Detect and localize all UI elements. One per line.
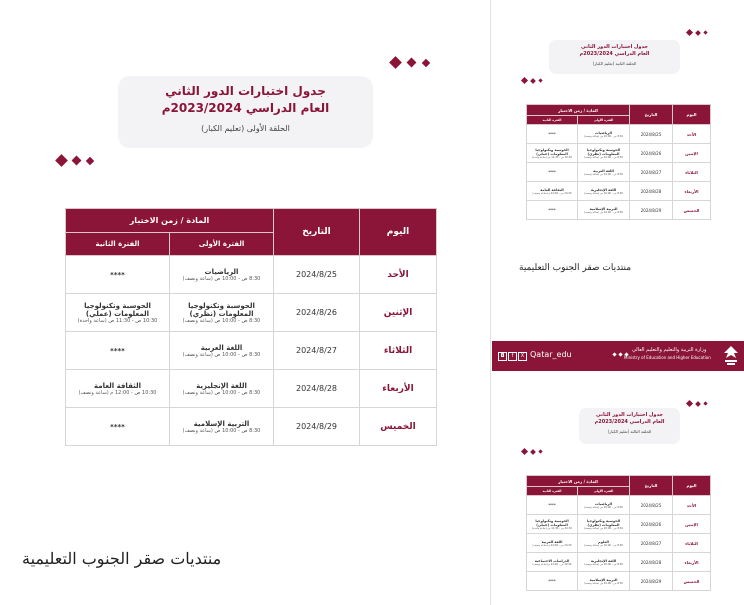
exam-time: 8:30 ص - 10:00 ص (ساعة ونصف) (584, 505, 623, 509)
date-cell: 2024/8/26 (630, 144, 673, 163)
period2-cell (527, 201, 578, 220)
header-period1: الفترة الأولى (578, 116, 630, 125)
period1-cell (578, 163, 630, 182)
period1-cell (170, 332, 274, 370)
day-cell: الأربعاء (360, 370, 437, 408)
day-cell: الثلاثاء (673, 163, 711, 182)
subject-name: **** (548, 132, 556, 136)
day-cell: الأحد (673, 125, 711, 144)
period1-cell (578, 515, 630, 534)
header-period1: الفترة الأولى (170, 233, 274, 256)
decor-diamonds (687, 30, 707, 35)
decor-diamonds (391, 58, 429, 67)
decor-diamonds (57, 156, 93, 165)
header-subject-time: المادة / زمن الاختبار (66, 209, 274, 233)
date-cell: 2024/8/27 (630, 163, 673, 182)
table-row (527, 201, 711, 220)
subject-name: الحوسبة وتكنولوجيا المعلومات (نظري) (586, 518, 621, 527)
date-cell: 2024/8/26 (630, 515, 673, 534)
subject-name: التربية الإسلامية (589, 206, 618, 211)
period1-cell (170, 370, 274, 408)
subject-name: الرياضيات (595, 501, 612, 506)
subject-name: الرياضيات (595, 130, 612, 135)
x-twitter-icon[interactable]: X (518, 352, 527, 361)
date-cell: 2024/8/29 (630, 572, 673, 591)
subject-name: اللغة العربية (541, 539, 563, 544)
ministry-banner (492, 341, 744, 371)
header-period2: الفترة الثانية (527, 116, 578, 125)
thumb-top-table (526, 104, 711, 220)
exam-time: 8:30 ص - 10:00 ص (ساعة ونصف) (182, 389, 261, 396)
exam-time: 8:30 ص - 10:00 ص (ساعة ونصف) (584, 543, 623, 547)
period2-cell (66, 332, 170, 370)
subject-name: التربية الإسلامية (193, 419, 250, 428)
table-row (66, 256, 437, 294)
table-row (527, 572, 711, 591)
period1-cell (578, 572, 630, 591)
forum-signature: منتديات صقر الجنوب التعليمية (22, 549, 222, 568)
period2-cell (527, 496, 578, 515)
decor-diamonds (522, 78, 542, 83)
subject-name: الحوسبة وتكنولوجيا المعلومات (نظري) (188, 301, 255, 318)
subject-name: اللغة الإنجليزية (590, 187, 617, 192)
subject-name: العلوم (598, 539, 609, 544)
date-cell: 2024/8/25 (630, 496, 673, 515)
period2-cell (66, 294, 170, 332)
day-cell: الأحد (673, 496, 711, 515)
day-cell: الخميس (673, 201, 711, 220)
social-handle[interactable]: Qatar_edu (530, 350, 572, 359)
subject-name: **** (110, 270, 125, 279)
table-row (527, 163, 711, 182)
subject-name: **** (548, 579, 556, 583)
subject-name: التربية الإسلامية (589, 577, 618, 582)
thumb-bottom-title-line1: جدول اختبارات الدور الثاني (596, 412, 663, 418)
header-subject-time: المادة / زمن الاختبار (527, 105, 630, 116)
period1-cell (170, 408, 274, 446)
thumb-top-title-line3: الحلقة الثانية (تعليم الكبار) (592, 61, 637, 66)
subject-name: **** (548, 170, 556, 174)
exam-time: 8:30 ص - 10:00 ص (ساعة ونصف) (584, 155, 623, 159)
instagram-icon[interactable]: ◘ (498, 352, 507, 361)
exam-time: 8:30 ص - 10:00 ص (ساعة ونصف) (182, 317, 261, 324)
period2-cell (527, 553, 578, 572)
subject-name: **** (110, 422, 125, 431)
period2-cell (527, 163, 578, 182)
period1-cell (578, 553, 630, 572)
subject-name: اللغة العربية (593, 168, 614, 173)
date-cell: 2024/8/28 (630, 182, 673, 201)
date-cell: 2024/8/29 (274, 408, 360, 446)
subject-name: **** (548, 503, 556, 507)
ministry-name-ar: وزارة التربية والتعليم والتعليم العالي (632, 347, 707, 353)
thumb-bottom-title-card (579, 408, 680, 444)
header-period2: الفترة الثانية (66, 233, 170, 256)
table-row (527, 496, 711, 515)
thumb-bottom-title-line2: العام الدراسي 2023/2024م (594, 419, 665, 425)
period2-cell (527, 144, 578, 163)
title-line3: الحلقة الأولى (تعليم الكبار) (201, 124, 290, 133)
subject-name: اللغة الإنجليزية (590, 558, 617, 563)
thumb-forum-signature: منتديات صقر الجنوب التعليمية (519, 263, 632, 273)
day-cell: الثلاثاء (673, 534, 711, 553)
decor-diamonds (522, 449, 542, 454)
exam-time: 10:30 ص - 12:00 م (ساعة ونصف) (532, 562, 572, 566)
day-cell: الإثنين (673, 144, 711, 163)
subject-name: الحوسبة وتكنولوجيا المعلومات (عملي) (84, 301, 151, 318)
table-row (527, 553, 711, 572)
header-day: اليوم (673, 476, 711, 496)
day-cell: الأحد (360, 256, 437, 294)
decor-diamonds (687, 401, 707, 406)
exam-time: 8:30 ص - 10:00 ص (ساعة ونصف) (584, 526, 623, 530)
table-row (66, 408, 437, 446)
table-row (527, 125, 711, 144)
date-cell: 2024/8/25 (630, 125, 673, 144)
header-date: التاريخ (274, 209, 360, 256)
table-row (66, 370, 437, 408)
period2-cell (527, 125, 578, 144)
day-cell: الأربعاء (673, 182, 711, 201)
subject-name: **** (548, 208, 556, 212)
exam-time: 8:30 ص - 10:00 ص (ساعة ونصف) (584, 581, 623, 585)
table-row (527, 182, 711, 201)
period2-cell (527, 182, 578, 201)
period1-cell (578, 496, 630, 515)
subject-name: الثقافة العامة (540, 187, 564, 192)
day-cell: الخميس (360, 408, 437, 446)
date-cell: 2024/8/28 (630, 553, 673, 572)
thumb-bottom-title-line3: الحلقة الثالثة (تعليم الكبار) (607, 429, 652, 434)
table-row (66, 332, 437, 370)
subject-name: الدراسات الاجتماعية (534, 558, 570, 563)
ministry-name-en: Ministry of Education and Higher Education (624, 355, 711, 360)
table-row (527, 534, 711, 553)
exam-time: 10:30 ص - 11:30 ص (ساعة واحدة) (532, 155, 572, 159)
exam-time: 8:30 ص - 10:00 ص (ساعة ونصف) (584, 210, 623, 214)
thumb-bottom-table (526, 475, 711, 591)
exam-time: 10:30 ص - 12:00 م (ساعة ونصف) (532, 191, 572, 195)
exam-time: 8:30 ص - 10:00 ص (ساعة ونصف) (182, 275, 261, 282)
subject-name: الحوسبة وتكنولوجيا المعلومات (نظري) (586, 147, 621, 156)
day-cell: الثلاثاء (360, 332, 437, 370)
period2-cell (527, 534, 578, 553)
subject-name: الحوسبة وتكنولوجيا المعلومات (عملي) (535, 518, 569, 527)
table-row (66, 294, 437, 332)
subject-name: اللغة الإنجليزية (196, 381, 247, 390)
header-period1: الفترة الأولى (578, 487, 630, 496)
exam-time: 8:30 ص - 10:00 ص (ساعة ونصف) (182, 427, 261, 434)
exam-time: 8:30 ص - 10:00 ص (ساعة ونصف) (584, 172, 623, 176)
exam-time: 10:30 ص - 12:00 م (ساعة ونصف) (532, 543, 572, 547)
thumb-top-title-line1: جدول اختبارات الدور الثاني (581, 44, 648, 50)
table-row (527, 515, 711, 534)
exam-time: 8:30 ص - 10:00 ص (ساعة ونصف) (584, 562, 623, 566)
period1-cell (578, 182, 630, 201)
exam-time: 10:30 ص - 11:30 ص (ساعة واحدة) (532, 526, 572, 530)
thumb-top-title-card (549, 40, 680, 74)
exam-time: 10:30 ص - 12:00 م (ساعة ونصف) (78, 389, 157, 396)
period2-cell (527, 572, 578, 591)
header-date: التاريخ (630, 105, 673, 125)
title-line2: العام الدراسي 2023/2024م (161, 101, 330, 115)
subject-name: الثقافة العامة (93, 381, 141, 390)
subject-name: الرياضيات (204, 267, 239, 276)
exam-time: 8:30 ص - 10:00 ص (ساعة ونصف) (584, 134, 623, 138)
schedule-table (65, 208, 437, 446)
title-line1: جدول اختبارات الدور الثاني (165, 84, 326, 98)
subject-name: اللغة العربية (200, 343, 243, 352)
period2-cell (66, 370, 170, 408)
day-cell: الإثنين (673, 515, 711, 534)
period1-cell (578, 125, 630, 144)
date-cell: 2024/8/25 (274, 256, 360, 294)
subject-name: الحوسبة وتكنولوجيا المعلومات (عملي) (535, 147, 569, 156)
date-cell: 2024/8/29 (630, 201, 673, 220)
date-cell: 2024/8/27 (630, 534, 673, 553)
date-cell: 2024/8/26 (274, 294, 360, 332)
period1-cell (578, 534, 630, 553)
header-subject-time: المادة / زمن الاختبار (527, 476, 630, 487)
period1-cell (170, 256, 274, 294)
title-card (118, 76, 373, 148)
day-cell: الإثنين (360, 294, 437, 332)
exam-time: 8:30 ص - 10:00 ص (ساعة ونصف) (182, 351, 261, 358)
date-cell: 2024/8/28 (274, 370, 360, 408)
header-day: اليوم (673, 105, 711, 125)
period1-cell (578, 201, 630, 220)
date-cell: 2024/8/27 (274, 332, 360, 370)
thumb-top-title-line2: العام الدراسي 2023/2024م (579, 51, 650, 57)
period2-cell (527, 515, 578, 534)
header-day: اليوم (360, 209, 437, 256)
exam-time: 8:30 ص - 10:00 ص (ساعة ونصف) (584, 191, 623, 195)
period2-cell (66, 256, 170, 294)
exam-time: 10:30 ص - 11:30 ص (ساعة واحدة) (77, 317, 158, 324)
header-period2: الفترة الثانية (527, 487, 578, 496)
column-divider (490, 0, 491, 605)
header-date: التاريخ (630, 476, 673, 496)
period1-cell (578, 144, 630, 163)
table-row (527, 144, 711, 163)
facebook-icon[interactable]: f (508, 352, 517, 361)
period2-cell (66, 408, 170, 446)
day-cell: الأربعاء (673, 553, 711, 572)
ministry-logo-icon (722, 345, 740, 367)
subject-name: **** (110, 346, 125, 355)
day-cell: الخميس (673, 572, 711, 591)
period1-cell (170, 294, 274, 332)
